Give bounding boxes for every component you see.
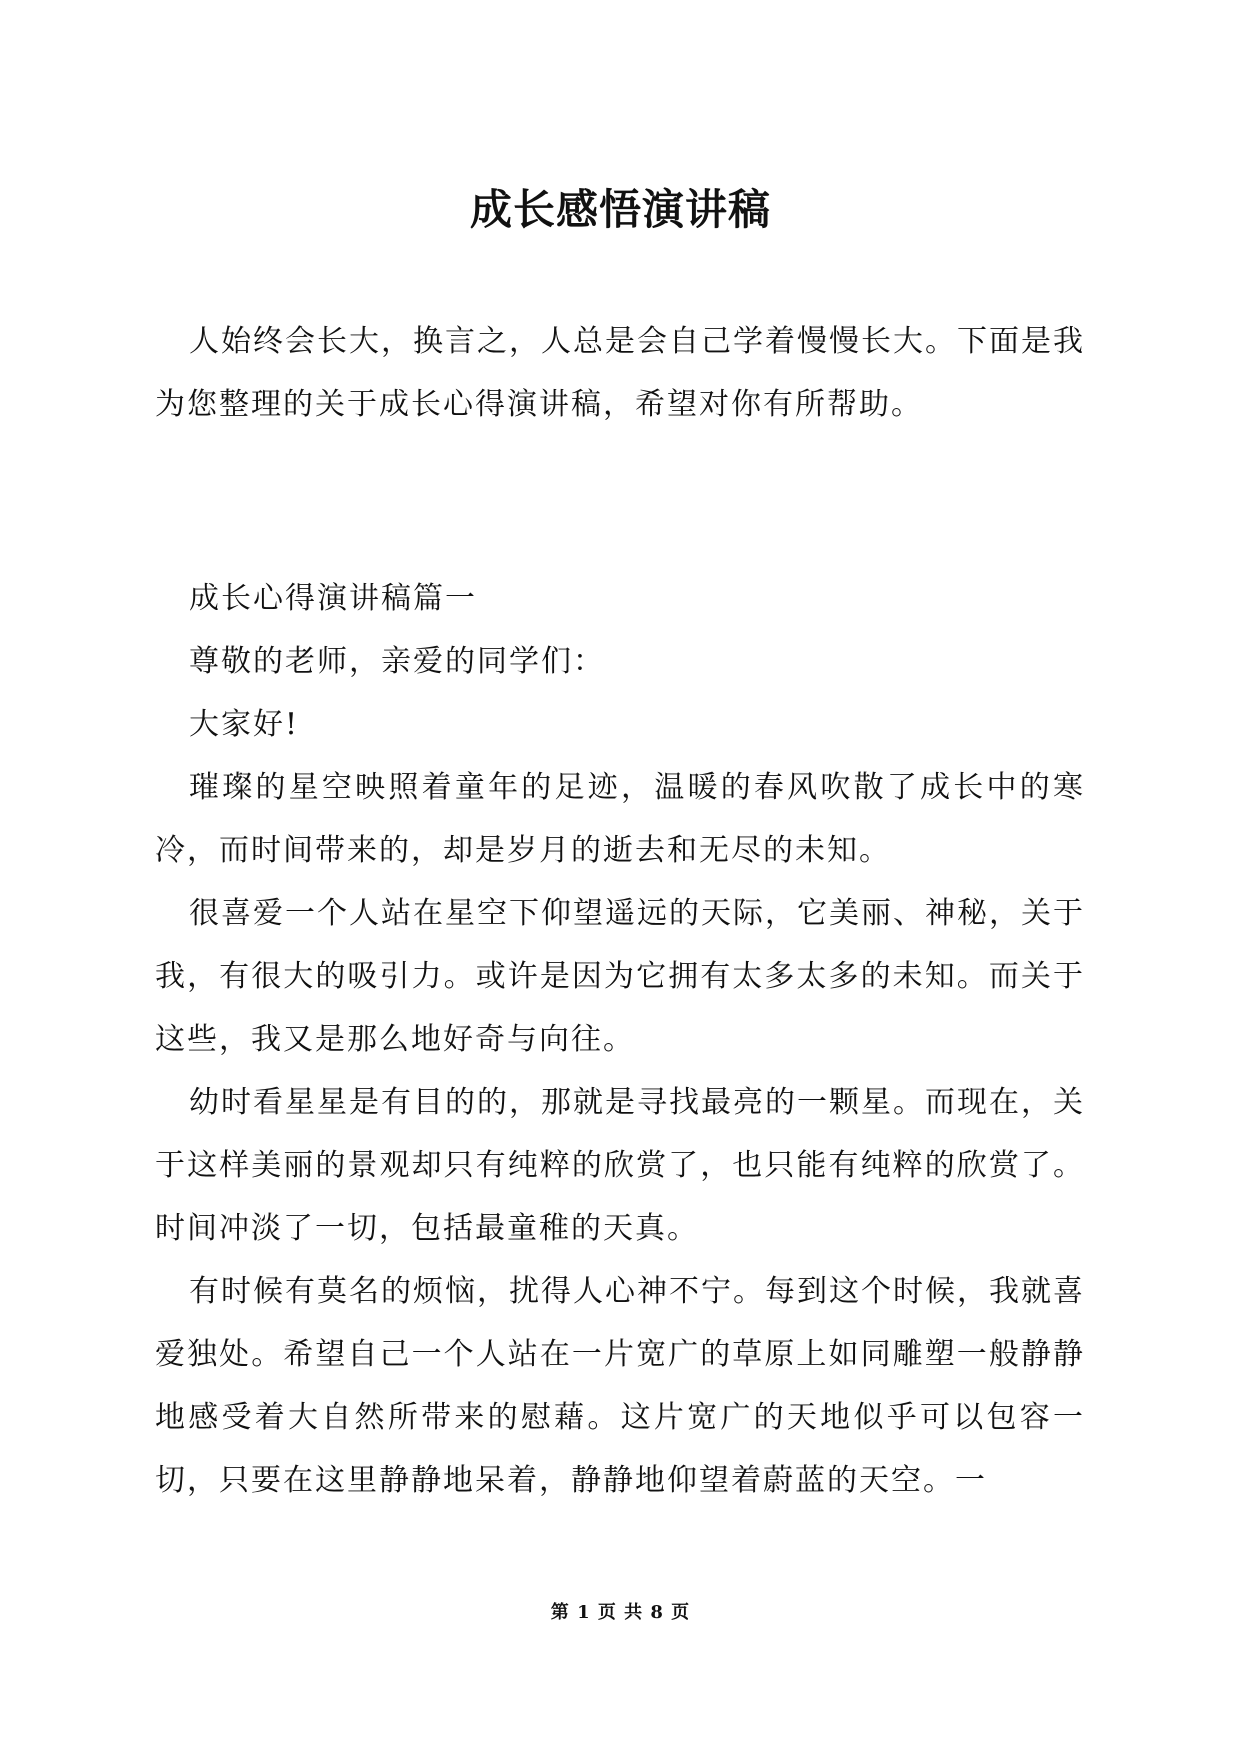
body-paragraph: 很喜爱一个人站在星空下仰望遥远的天际，它美丽、神秘，关于我，有很大的吸引力。或许是因为它拥有太多太多的未知。而关于这些，我又是那么地好奇与向往。 <box>155 896 1085 1057</box>
body-paragraph: 幼时看星星是有目的的，那就是寻找最亮的一颗星。而现在，关于这样美丽的景观却只有纯粹的欣赏了，也只能有纯粹的欣赏了。时间冲淡了一切，包括最童稚的天真。 <box>155 1085 1085 1246</box>
body-section <box>155 567 1085 1512</box>
intro-paragraph: 人始终会长大，换言之，人总是会自己学着慢慢长大。下面是我为您整理的关于成长心得演讲稿，希望对你有所帮助。 <box>155 324 1085 422</box>
page-number-footer: 第 1 页 共 8 页 <box>550 1602 691 1623</box>
salutation: 尊敬的老师，亲爱的同学们： <box>189 644 605 679</box>
section-heading: 成长心得演讲稿篇一 <box>189 581 477 616</box>
body-paragraph: 璀璨的星空映照着童年的足迹，温暖的春风吹散了成长中的寒冷，而时间带来的，却是岁月的逝去和无尽的未知。 <box>155 770 1085 868</box>
body-paragraph: 有时候有莫名的烦恼，扰得人心神不宁。每到这个时候，我就喜爱独处。希望自己一个人站在一片宽广的草原上如同雕塑一般静静地感受着大自然所带来的慰藉。这片宽广的天地似乎可以包容一切，只要在这里静静地呆着，静静地仰望着蔚蓝的天空。一 <box>155 1274 1085 1498</box>
document-title: 成长感悟演讲稿 <box>469 185 771 234</box>
intro-section <box>155 310 1085 436</box>
greeting: 大家好! <box>189 707 300 742</box>
